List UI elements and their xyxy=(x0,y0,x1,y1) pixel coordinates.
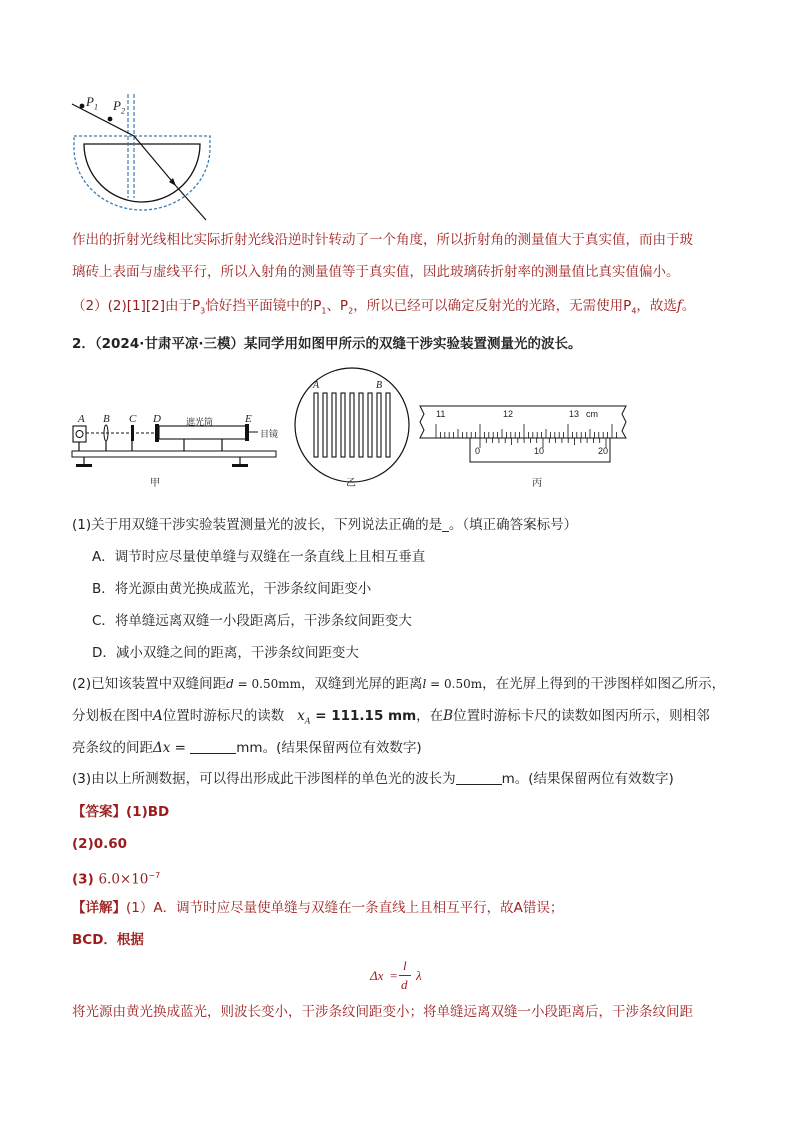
fringe-band xyxy=(323,393,327,457)
pin-label-p1: $P_1$ xyxy=(86,94,98,112)
fringe-band xyxy=(368,393,372,457)
option-a: A．调节时应尽量使单缝与双缝在一条直线上且相互垂直 xyxy=(92,549,426,565)
detail-line-3: 将光源由黄光换成蓝光，则波长变小，干涉条纹间距变小；将单缝远离双缝一小段距离后，干涉条纹间距 xyxy=(72,1004,693,1020)
analysis-line-3: （2）(2)[1][2]由于$P_3$恰好挡平面镜中的$P_1$、$P_2$，所以已经可以确定反射光的光路，无需使用$P_4$，故选f。 xyxy=(72,298,696,316)
answer-3: (3) $6.0\times 10^{-7}$ xyxy=(72,871,161,888)
eyepiece-label: 目镜 xyxy=(260,430,279,440)
vernier-label-0: 0 xyxy=(475,446,481,456)
figure-caption-jia: 甲 xyxy=(150,478,160,489)
question-2-line-3: 亮条纹的间距Δx = mm。(结果保留两位有效数字) xyxy=(72,740,422,756)
fringe-band xyxy=(332,393,336,457)
vernier-label-10: 10 xyxy=(534,446,545,456)
answer-blank-spacing xyxy=(190,739,236,754)
question-2-line-2: 分划板在图中A位置时游标尺的读数 $x_A = 111.15$ mm，在B位置时游标卡尺的读数如图丙所示，则相邻 xyxy=(72,708,710,726)
main-scale-label-11: 11 xyxy=(436,409,446,419)
fringe-figure xyxy=(292,366,412,484)
pin-label-p2: $P_2$ xyxy=(113,98,125,116)
formula: Δx = l d λ xyxy=(370,958,422,992)
option-b: B．将光源由黄光换成蓝光，干涉条纹间距变小 xyxy=(92,581,372,597)
fringe-band xyxy=(341,393,345,457)
apparatus-figure xyxy=(70,380,282,472)
main-scale-unit: cm xyxy=(586,409,598,419)
detail-line-1: 【详解】(1）A．调节时应尽量使单缝与双缝在一条直线上且相互平行，故A错误； xyxy=(72,900,564,916)
main-scale-label-13: 13 xyxy=(569,409,580,419)
apparatus-label-c: C xyxy=(129,413,137,425)
question-header: 2．（2024·甘肃平凉·三模）某同学用如图甲所示的双缝干涉实验装置测量光的波长。 xyxy=(72,336,582,352)
main-scale-label-12: 12 xyxy=(503,409,514,419)
fringe-band xyxy=(359,393,363,457)
option-c: C．将单缝远离双缝一小段距离后，干涉条纹间距变大 xyxy=(92,613,412,629)
analysis-line-2: 璃砖上表面与虚线平行，所以入射角的测量值等于真实值，因此玻璃砖折射率的测量值比真实值偏小。 xyxy=(72,264,680,280)
answer-2: (2)0.60 xyxy=(72,836,128,852)
apparatus-label-e: E xyxy=(245,413,252,425)
tube-label: 遮光筒 xyxy=(186,418,214,428)
question-2-line-1: (2)已知该装置中双缝间距d = 0.50mm，双缝到光屏的距离l = 0.50m，在光屏上得到的干涉图样如图乙所示， xyxy=(72,676,726,692)
figure-caption-yi: 乙 xyxy=(346,478,356,489)
fringe-label-a: A xyxy=(313,380,320,391)
answer-blank-wavelength xyxy=(456,770,502,785)
fringe-label-b: B xyxy=(376,380,383,391)
fringe-band xyxy=(377,393,381,457)
analysis-line-1: 作出的折射光线相比实际折射光线沿逆时针转动了一个角度，所以折射角的测量值大于真实值，而由于玻 xyxy=(72,232,693,248)
fringe-band xyxy=(386,393,390,457)
fringe-band xyxy=(314,393,318,457)
apparatus-label-a: A xyxy=(78,413,85,425)
option-d: D．减小双缝之间的距离，干涉条纹间距变大 xyxy=(92,645,359,661)
detail-line-2: BCD．根据 xyxy=(72,932,144,948)
answer-1: 【答案】(1)BD xyxy=(72,804,170,820)
apparatus-label-d: D xyxy=(153,413,161,425)
question-1: (1)关于用双缝干涉实验装置测量光的波长，下列说法正确的是_。（填正确答案标号） xyxy=(72,517,578,533)
question-3: (3)由以上所测数据，可以得出形成此干涉图样的单色光的波长为 m。(结果保留两位有效数字) xyxy=(72,771,674,787)
apparatus-label-b: B xyxy=(103,413,110,425)
vernier-label-20: 20 xyxy=(598,446,609,456)
figure-caption-bing: 丙 xyxy=(532,478,542,489)
fringe-band xyxy=(350,393,354,457)
